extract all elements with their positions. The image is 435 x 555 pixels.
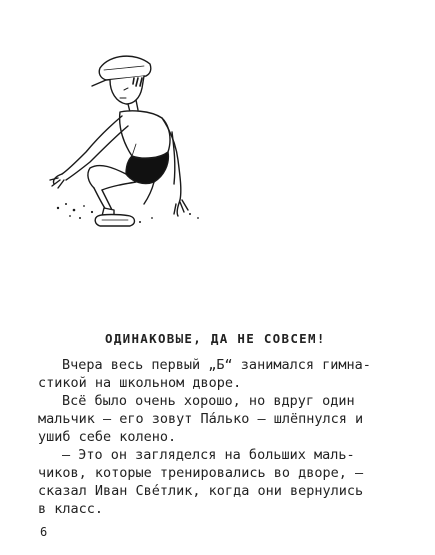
- text-line: сказал Иван Све́тлик, когда они вернулись: [38, 483, 364, 499]
- text-line: стикой на школьном дворе.: [38, 375, 242, 391]
- crouching-boy-illustration: [40, 40, 205, 240]
- text-line: ушиб себе колено.: [38, 429, 177, 445]
- text-line: — Это он загляделся на больших маль-: [62, 447, 355, 463]
- page-number: 6: [40, 525, 48, 539]
- text-line: мальчик — его зовут Па́лько — шлёпнулся и: [38, 411, 364, 427]
- text-line: Всё было очень хорошо, но вдруг один: [62, 393, 355, 409]
- text-line: Вчера весь первый „Б“ занимался гимна-: [62, 357, 371, 373]
- body-text: [38, 356, 398, 518]
- chapter-title: ОДИНАКОВЫЕ, ДА НЕ СОВСЕМ!: [105, 331, 326, 346]
- text-line: в класс.: [38, 501, 104, 517]
- text-line: чиков, которые тренировались во дворе, —: [38, 465, 364, 481]
